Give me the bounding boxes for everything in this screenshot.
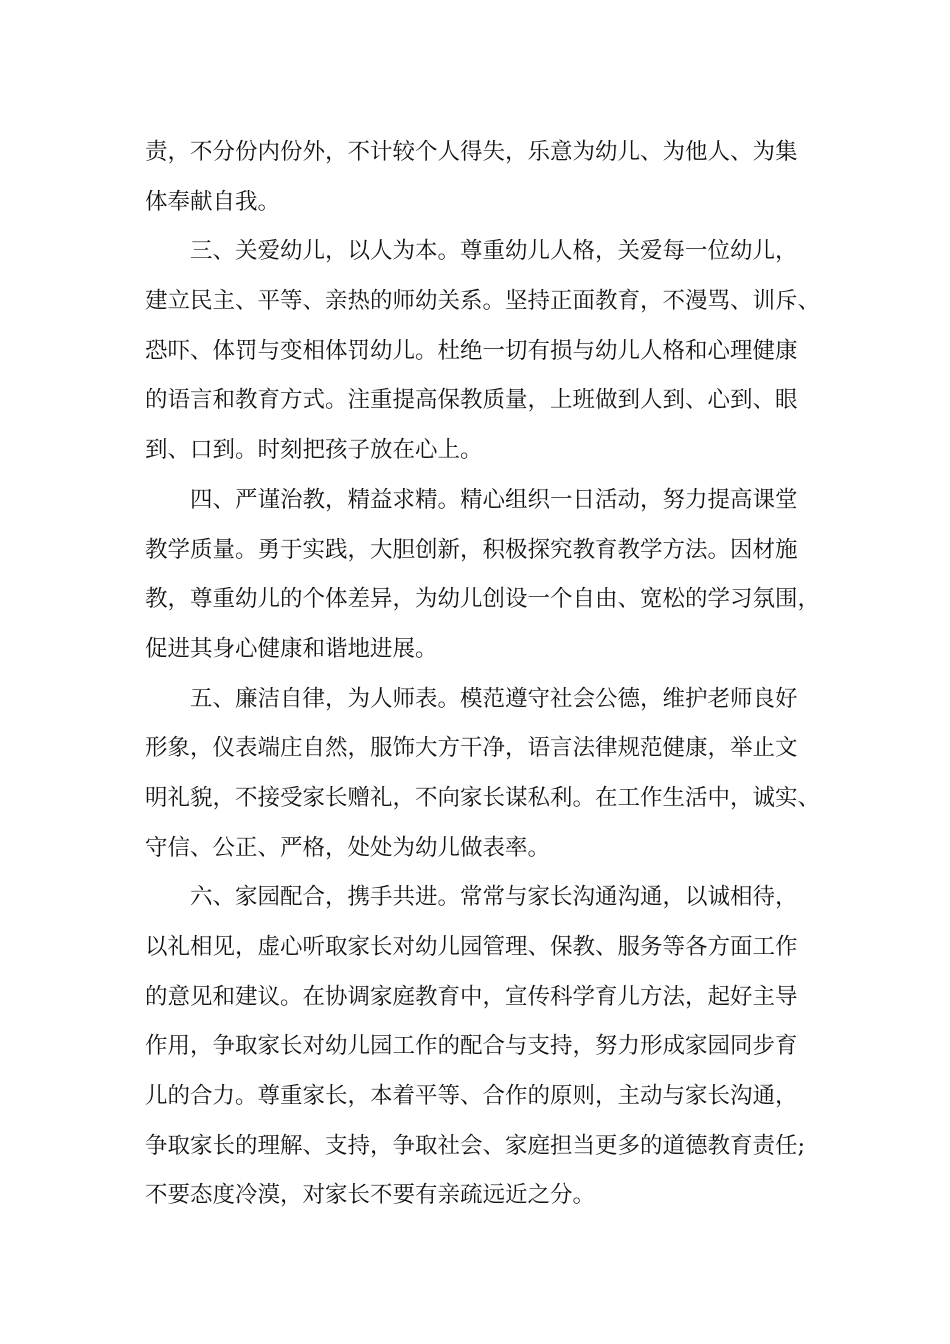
text-line: 教学质量。勇于实践，大胆创新，积极探究教育教学方法。因材施 bbox=[145, 536, 798, 563]
text-line: 作用，争取家长对幼儿园工作的配合与支持，努力形成家园同步育 bbox=[145, 1033, 798, 1060]
text-line: 以礼相见，虚心听取家长对幼儿园管理、保教、服务等各方面工作 bbox=[145, 934, 798, 960]
text-line: 责，不分份内份外，不计较个人得失，乐意为幼儿、为他人、为集 bbox=[145, 139, 798, 165]
document-body bbox=[145, 128, 821, 1221]
paragraph-heading-line: 三、关爱幼儿，以人为本。尊重幼儿人格，关爱每一位幼儿， bbox=[190, 238, 798, 265]
text-line: 恐吓、体罚与变相体罚幼儿。杜绝一切有损与幼儿人格和心理健康 bbox=[145, 337, 798, 364]
text-line: 的语言和教育方式。注重提高保教质量，上班做到人到、心到、眼 bbox=[145, 387, 798, 414]
text-line: 到、口到。时刻把孩子放在心上。 bbox=[145, 437, 483, 464]
text-line: 守信、公正、严格，处处为幼儿做表率。 bbox=[145, 834, 551, 861]
text-line: 儿的合力。尊重家长，本着平等、合作的原则，主动与家长沟通， bbox=[145, 1083, 798, 1110]
paragraph-heading-line: 六、家园配合，携手共进。常常与家长沟通沟通，以诚相待， bbox=[190, 884, 798, 911]
paragraph-heading-line: 四、严谨治教，精益求精。精心组织一日活动，努力提高课堂 bbox=[190, 486, 798, 513]
text-line: 促进其身心健康和谐地进展。 bbox=[145, 635, 438, 662]
text-line: 教，尊重幼儿的个体差异，为幼儿创设一个自由、宽松的学习氛围， bbox=[145, 586, 821, 613]
text-line: 不要态度冷漠，对家长不要有亲疏远近之分。 bbox=[145, 1182, 596, 1209]
text-line: 形象，仪表端庄自然，服饰大方干净，语言法律规范健康，举止文 bbox=[145, 735, 798, 762]
text-line: 的意见和建议。在协调家庭教育中，宣传科学育儿方法，起好主导 bbox=[145, 983, 798, 1010]
text-line: 体奉献自我。 bbox=[145, 188, 281, 215]
text-line: 明礼貌，不接受家长赠礼，不向家长谋私利。在工作生活中，诚实、 bbox=[145, 784, 821, 811]
text-line: 建立民主、平等、亲热的师幼关系。坚持正面教育，不漫骂、训斥、 bbox=[145, 288, 821, 315]
text-line: 争取家长的理解、支持，争取社会、家庭担当更多的道德教育责任; bbox=[145, 1132, 806, 1159]
paragraph-heading-line: 五、廉洁自律，为人师表。模范遵守社会公德，维护老师良好 bbox=[190, 685, 798, 712]
